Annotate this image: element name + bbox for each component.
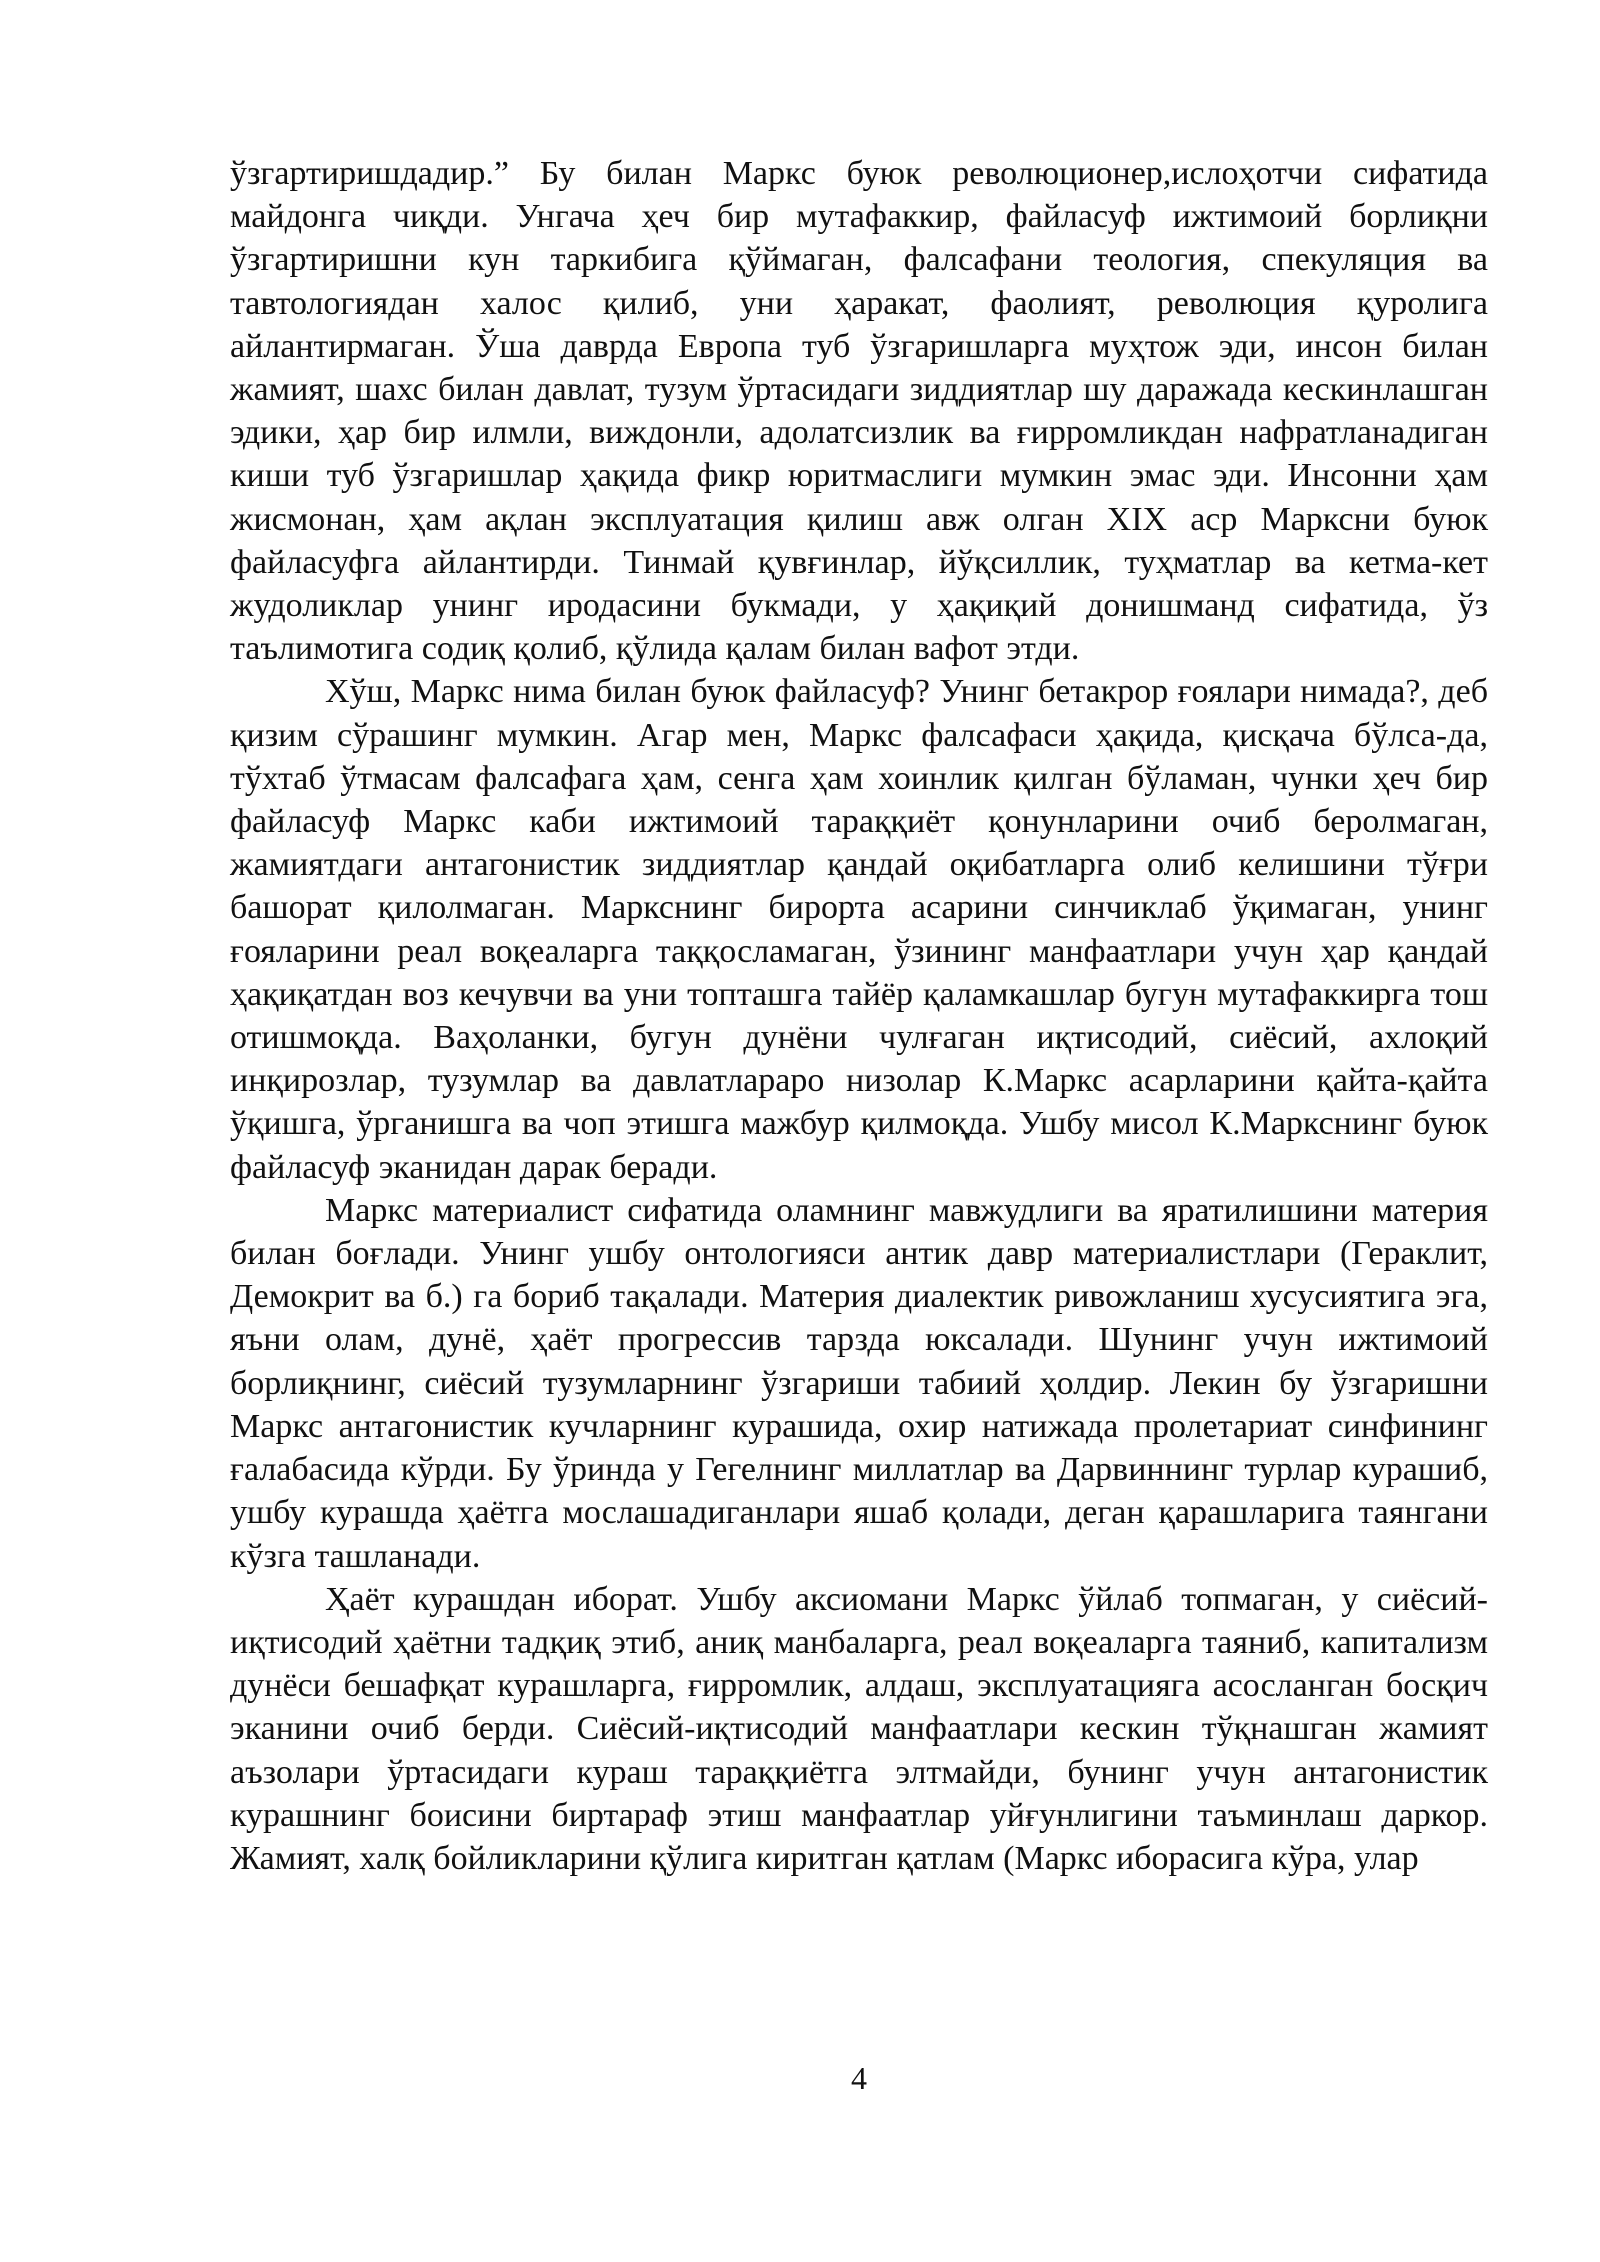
paragraph-4: Ҳаёт курашдан иборат. Ушбу аксиомани Маркс ўйлаб топмаган, у сиёсий-иқтисодий ҳаётни тадқиқ этиб, аниқ манбаларга, реал воқеаларга таяниб, капитализм дунёси бешафқат курашларга, ғирромлик, алдаш, эксплуатацияга асосланган босқич эканини очиб берди. Сиёсий-иқтисодий манфаатлари кескин тўқнашган жамият аъзолари ўртасидаги кураш тараққиётга элтмайди, бунинг учун антагонистик курашнинг боисини биртараф этиш манфаатлар уйғунлигини таъминлаш даркор. Жамият, халқ бойликларини қўлига киритган қатлам (Маркс иборасига кўра, улар <box>230 1580 1488 1877</box>
paragraph-2: Хўш, Маркс нима билан буюк файласуф? Унинг бетакрор ғоялари нимада?, деб қизим сўрашинг мумкин. Агар мен, Маркс фалсафаси ҳақида, қисқача бўлса-да, тўхтаб ўтмасам фалсафага ҳам, сенга ҳам хоинлик қилган бўламан, чунки ҳеч бир файласуф Маркс каби ижтимоий тараққиёт қонунларини очиб беролмаган, жамиятдаги антагонистик зиддиятлар қандай оқибатларга олиб келишини тўғри башорат қилолмаган. Маркснинг бирорта асарини синчиклаб ўқимаган, унинг ғояларини реал воқеаларга таққосламаган, ўзининг манфаатлари учун ҳар қандай ҳақиқатдан воз кечувчи ва уни топташга тайёр қаламкашлар бугун мутафаккирга тош отишмоқда. Ваҳоланки, бугун дунёни чулғаган иқтисодий, сиёсий, ахлоқий инқирозлар, тузумлар ва давлатлараро низолар К.Маркс асарларини қайта-қайта ўқишга, ўрганишга ва чоп этишга мажбур қилмоқда. Ушбу мисол К.Маркснинг буюк файласуф эканидан дарак беради. <box>230 673 1488 1186</box>
paragraph-1: ўзгартиришдадир.” Бу билан Маркс буюк революционер,ислоҳотчи сифатида майдонга чиқди. Унгача ҳеч бир мутафаккир, файласуф ижтимоий борлиқни ўзгартиришни кун таркибига қўймаган, фалсафани теология, спекуляция ва тавтологиядан халос қилиб, уни ҳаракат, фаолият, революция қуролига айлантирмаган. Ўша даврда Европа туб ўзгаришларга муҳтож эди, инсон билан жамият, шахс билан давлат, тузум ўртасидаги зиддиятлар шу даражада кескинлашган эдики, ҳар бир илмли, виждонли, адолатсизлик ва ғирромликдан нафратланадиган киши туб ўзгаришлар ҳақида фикр юритмаслиги мумкин эмас эди. Инсонни ҳам жисмонан, ҳам ақлан эксплуатация қилиш авж олган XIX аср Марксни буюк файласуфга айлантирди. Тинмай қувғинлар, йўқсиллик, туҳматлар ва кетма-кет жудоликлар унинг иродасини букмади, у ҳақиқий донишманд сифатида, ўз таълимотига содиқ қолиб, қўлида қалам билан вафот этди. <box>230 155 1488 668</box>
paragraph-3: Маркс материалист сифатида оламнинг мавжудлиги ва яратилишини материя билан боғлади. Унинг ушбу онтологияси антик давр материалистлари (Гераклит, Демокрит ва б.) га бориб тақалади. Материя диалектик ривожланиш хусусиятига эга, яъни олам, дунё, ҳаёт прогрессив тарзда юксалади. Шунинг учун ижтимоий борлиқнинг, сиёсий тузумларнинг ўзгариши табиий ҳолдир. Лекин бу ўзгаришни Маркс антагонистик кучларнинг курашида, охир натижада пролетариат синфининг ғалабасида кўрди. Бу ўринда у Гегелнинг миллатлар ва Дарвиннинг турлар курашиб, ушбу курашда ҳаётга мослашадиганлари яшаб қолади, деган қарашларига таянгани кўзга ташланади. <box>230 1191 1488 1575</box>
body-text <box>230 152 1488 1880</box>
page-number: 4 <box>851 2060 867 2096</box>
